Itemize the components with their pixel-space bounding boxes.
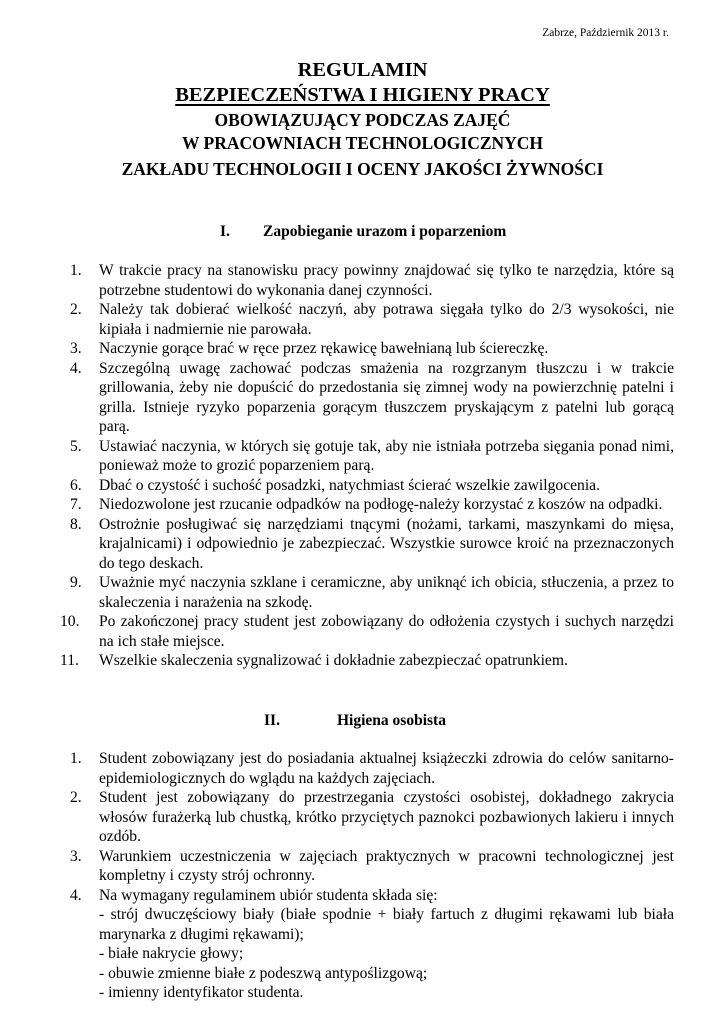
item-number: 1.	[70, 750, 82, 767]
sub-item: - białe nakrycie głowy;	[99, 945, 244, 962]
item-number: 6.	[70, 476, 82, 494]
item-number: 2.	[70, 301, 82, 318]
list-item	[66, 300, 674, 339]
sub-item: - strój dwuczęściowy biały (białe spodnie + biały fartuch z długimi rękawami lub biała marynarka z długimi rękawami);	[99, 906, 674, 943]
sub-item: - obuwie zmienne białe z podeszwą antypoślizgową;	[99, 964, 428, 982]
list-item	[66, 495, 674, 515]
list-item	[66, 476, 674, 496]
list-item	[66, 437, 674, 476]
item-number: 1.	[70, 262, 82, 279]
section-2-number: II.	[264, 712, 280, 729]
document-date: Zabrze, Październik 2013 r.	[542, 27, 669, 39]
item-text: W trakcie pracy na stanowisku pracy powinny znajdować się tylko te narzędzia, które są potrzebne studentowi do wykonania danej czynności.	[99, 262, 674, 299]
item-text: Dbać o czystość i suchość posadzki, natychmiast ścierać wszelkie zawilgocenia.	[99, 476, 600, 494]
item-text: Szczególną uwagę zachować podczas smażenia na rozgrzanym tłuszczu i w trakcie grillowania, żeby nie dopuścić do przedostania się zimnej wody na powierzchnię patelni i grilla. Istnieje ryzyko poparzenia gorącym tłuszczem pryskającym z patelni lub gorącą parą.	[99, 359, 674, 435]
item-text: Student zobowiązany jest do posiadania aktualnej książeczki zdrowia do celów sanitarno-epidemiologicznych do wglądu na każdych zajęciach.	[99, 750, 674, 787]
item-number: 8.	[70, 515, 82, 533]
item-text: Należy tak dobierać wielkość naczyń, aby potrawa sięgała tylko do 2/3 wysokości, nie kipiała i nadmiernie nie parowała.	[99, 301, 674, 338]
list-item	[66, 339, 674, 359]
title-pracownie: W PRACOWNIACH TECHNOLOGICZNYCH	[181, 133, 544, 153]
section-1-list	[60, 261, 674, 671]
title-bhp: BEZPIECZEŃSTWA I HIGIENY PRACY	[175, 84, 550, 106]
item-number: 4.	[70, 886, 82, 904]
item-number: 3.	[70, 847, 82, 865]
item-text: Po zakończonej pracy student jest zobowiązany do odłożenia czystych i suchych narzędzi na ich stałe miejsce.	[99, 613, 674, 650]
item-text: Student jest zobowiązany do przestrzegania czystości osobistej, dokładnego zakrycia włosów furażerką lub chustką, krótko przyciętych paznokci pozbawionych lakieru i innych ozdób.	[99, 789, 674, 845]
item-text: Na wymagany regulaminem ubiór studenta składa się:	[99, 886, 438, 904]
item-number: 7.	[70, 496, 82, 513]
item-number: 5.	[70, 437, 82, 455]
list-item	[66, 359, 674, 437]
list-item	[66, 788, 674, 847]
item-number: 4.	[70, 359, 82, 377]
section-1-number: I.	[220, 223, 230, 240]
item-number: 9.	[70, 574, 82, 591]
item-number: 10.	[60, 613, 80, 630]
list-item	[66, 749, 674, 788]
item-number: 3.	[70, 340, 82, 357]
item-text: Ostrożnie posługiwać się narzędziami tnącymi (nożami, tarkami, maszynkami do mięsa, krajalnicami) i odpowiednio je zabezpieczać. Wszystkie surowce kroić na przeznaczonych do tego deskach.	[99, 515, 674, 572]
sub-item: - imienny identyfikator studenta.	[99, 984, 304, 1001]
section-1-title: Zapobieganie urazom i poparzeniom	[263, 223, 507, 240]
item-text: Naczynie gorące brać w ręce przez rękawicę bawełnianą lub ściereczkę.	[99, 340, 549, 357]
item-text: Warunkiem uczestniczenia w zajęciach praktycznych w pracowni technologicznej jest kompletny i czysty strój ochronny.	[99, 847, 674, 884]
title-regulamin: REGULAMIN	[297, 59, 428, 81]
list-item	[66, 886, 674, 1003]
item-text: Uważnie myć naczynia szklane i ceramiczne, aby uniknąć ich obicia, stłuczenia, a przez to skaleczenia i narażenia na szkodę.	[99, 574, 674, 611]
title-zaklad: ZAKŁADU TECHNOLOGII I OCENY JAKOŚCI ŻYWNOŚCI	[121, 159, 604, 179]
title-obowiazujacy: OBOWIĄZUJĄCY PODCZAS ZAJĘĆ	[214, 110, 511, 130]
section-2-list	[66, 749, 674, 1003]
section-2-title: Higiena osobista	[337, 712, 446, 729]
item-text: Ustawiać naczynia, w których się gotuje tak, aby nie istniała potrzeba sięgania ponad nimi, ponieważ może to grozić poparzeniem parą.	[99, 437, 674, 474]
list-item	[66, 261, 674, 300]
list-item	[60, 612, 674, 651]
list-item	[66, 515, 674, 574]
item-number: 11.	[60, 652, 79, 669]
item-number: 2.	[70, 789, 82, 806]
item-text: Niedozwolone jest rzucanie odpadków na podłogę-należy korzystać z koszów na odpadki.	[99, 496, 663, 513]
list-item	[66, 573, 674, 612]
list-item	[66, 847, 674, 886]
item-text: Wszelkie skaleczenia sygnalizować i dokładnie zabezpieczać opatrunkiem.	[99, 652, 568, 669]
list-item	[60, 651, 674, 671]
